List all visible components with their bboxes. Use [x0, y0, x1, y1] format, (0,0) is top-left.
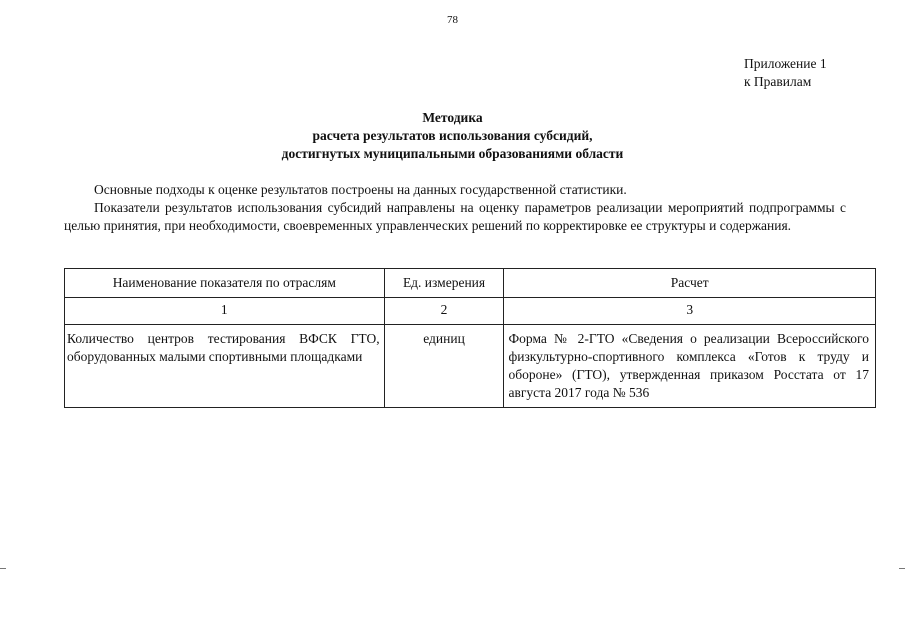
header-calculation: Расчет — [504, 269, 876, 298]
appendix-reference — [744, 55, 827, 91]
right-edge-mark — [899, 568, 905, 569]
body-text — [64, 181, 846, 235]
appendix-line-1: Приложение 1 — [744, 56, 827, 71]
title-line-2: расчета результатов использования субсидий, — [312, 128, 593, 143]
indicators-table — [64, 268, 876, 408]
column-number-3: 3 — [504, 298, 876, 325]
title-line-1: Методика — [422, 110, 483, 125]
left-edge-mark — [0, 568, 6, 569]
header-indicator-name: Наименование показателя по отраслям — [65, 269, 385, 298]
page-number: 78 — [447, 14, 458, 26]
table-header-row — [65, 269, 876, 298]
header-unit: Ед. измерения — [384, 269, 504, 298]
unit-cell: единиц — [384, 325, 504, 408]
calculation-cell: Форма № 2-ГТО «Сведения о реализации Всероссийского физкультурно-спортивного комплекса «Готов к труду и обороне» (ГТО), утвержденная приказом Росстата от 17 августа 2017 года № 536 — [504, 325, 876, 408]
title-line-3: достигнутых муниципальными образованиями области — [281, 146, 624, 161]
indicator-name-cell: Количество центров тестирования ВФСК ГТО, оборудованных малыми спортивными площадками — [65, 325, 385, 408]
appendix-line-2: к Правилам — [744, 74, 812, 89]
column-number-1: 1 — [65, 298, 385, 325]
table-column-numbers-row — [65, 298, 876, 325]
column-number-2: 2 — [384, 298, 504, 325]
paragraph-2: Показатели результатов использования субсидий направлены на оценку параметров реализации мероприятий подпрограммы с целью принятия, при необходимости, своевременных управленческих решений по корректировке ее структуры и содержания. — [64, 200, 846, 233]
table-row — [65, 325, 876, 408]
paragraph-1: Основные подходы к оценке результатов построены на данных государственной статистики. — [94, 182, 627, 197]
document-title — [0, 109, 905, 163]
